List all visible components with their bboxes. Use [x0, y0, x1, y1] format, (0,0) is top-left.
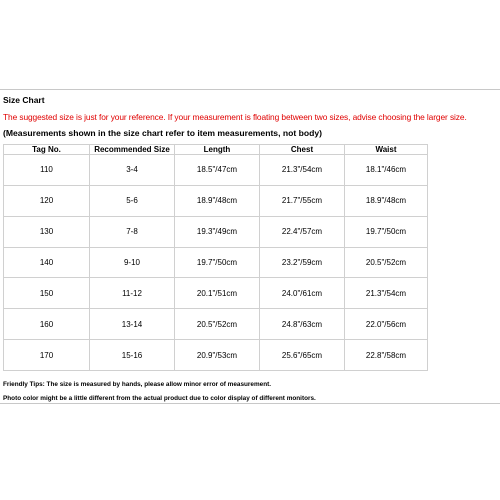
cell-chest: 22.4"/57cm [260, 216, 345, 247]
table-body [4, 155, 428, 371]
cell-waist: 18.1"/46cm [345, 155, 428, 186]
cell-recommended-size: 13-14 [90, 309, 175, 340]
cell-recommended-size: 7-8 [90, 216, 175, 247]
cell-chest: 21.7"/55cm [260, 185, 345, 216]
cell-waist: 20.5"/52cm [345, 247, 428, 278]
cell-tag-no: 150 [4, 278, 90, 309]
header-chest: Chest [260, 145, 345, 155]
cell-tag-no: 160 [4, 309, 90, 340]
cell-waist: 22.8"/58cm [345, 340, 428, 371]
bottom-divider [0, 403, 500, 404]
cell-tag-no: 170 [4, 340, 90, 371]
cell-tag-no: 140 [4, 247, 90, 278]
cell-chest: 23.2"/59cm [260, 247, 345, 278]
page-title: Size Chart [3, 95, 45, 105]
cell-chest: 21.3"/54cm [260, 155, 345, 186]
header-length: Length [175, 145, 260, 155]
table-row [4, 309, 428, 340]
table-row [4, 155, 428, 186]
cell-recommended-size: 5-6 [90, 185, 175, 216]
table-row [4, 340, 428, 371]
cell-chest: 25.6"/65cm [260, 340, 345, 371]
cell-waist: 19.7"/50cm [345, 216, 428, 247]
cell-waist: 18.9"/48cm [345, 185, 428, 216]
header-tag-no: Tag No. [4, 145, 90, 155]
cell-length: 18.5"/47cm [175, 155, 260, 186]
cell-chest: 24.8"/63cm [260, 309, 345, 340]
cell-tag-no: 130 [4, 216, 90, 247]
cell-recommended-size: 9-10 [90, 247, 175, 278]
table-row [4, 278, 428, 309]
cell-length: 19.3"/49cm [175, 216, 260, 247]
header-waist: Waist [345, 145, 428, 155]
cell-length: 20.9"/53cm [175, 340, 260, 371]
table-row [4, 247, 428, 278]
cell-length: 19.7"/50cm [175, 247, 260, 278]
cell-length: 20.5"/52cm [175, 309, 260, 340]
cell-tag-no: 120 [4, 185, 90, 216]
size-advice-note: The suggested size is just for your reference. If your measurement is floating between two sizes, advise choosing the larger size. [3, 112, 467, 122]
measurement-note: (Measurements shown in the size chart refer to item measurements, not body) [3, 128, 322, 138]
cell-recommended-size: 15-16 [90, 340, 175, 371]
color-disclaimer: Photo color might be a little different from the actual product due to color display of different monitors. [3, 395, 316, 402]
cell-chest: 24.0"/61cm [260, 278, 345, 309]
cell-waist: 22.0"/56cm [345, 309, 428, 340]
cell-recommended-size: 11-12 [90, 278, 175, 309]
cell-waist: 21.3"/54cm [345, 278, 428, 309]
cell-length: 20.1"/51cm [175, 278, 260, 309]
table-row [4, 185, 428, 216]
table-row [4, 216, 428, 247]
size-chart-table [3, 144, 428, 371]
cell-tag-no: 110 [4, 155, 90, 186]
cell-length: 18.9"/48cm [175, 185, 260, 216]
header-recommended-size: Recommended Size [90, 145, 175, 155]
top-divider [0, 89, 500, 90]
friendly-tip: Friendly Tips: The size is measured by hands, please allow minor error of measurement. [3, 381, 272, 388]
table-header-row [4, 145, 428, 155]
cell-recommended-size: 3-4 [90, 155, 175, 186]
